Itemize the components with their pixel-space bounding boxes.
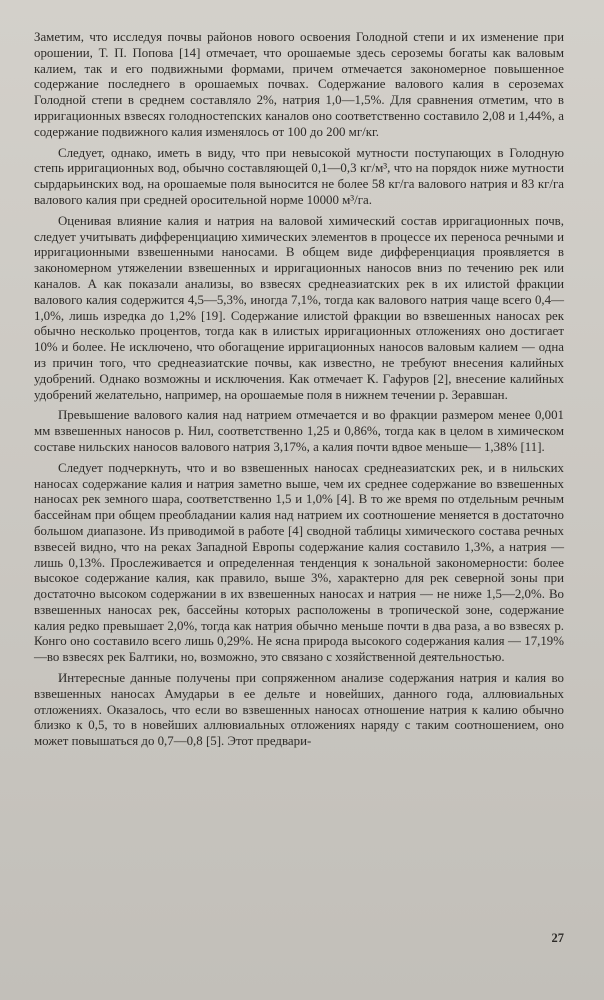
paragraph: Следует, однако, иметь в виду, что при невысокой мутности поступающих в Голодную степь ирригационных вод, обычно составляющей 0,1—0,3 кг/м³, что на порядок ниже мутности сырдарьинских вод, на орошаемые поля выносится не более 58 кг/га валового натрия и 83 кг/га валового калия при средней оросительной норме 10000 м³/га. [34,145,564,207]
paragraph: Превышение валового калия над натрием отмечается и во фракции размером менее 0,001 мм взвешенных наносов р. Нил, соответственно 1,25 и 0,86%, тогда как в целом в химическом составе нильских наносов валового натрия 3,17%, а калия почти вдвое меньше— 1,38% [11]. [34,408,564,454]
paragraph: Оценивая влияние калия и натрия на валовой химический состав ирригационных почв, следует учитывать дифференциацию химических элементов в процессе их переноса речными и ирригационными взвешенными наносами. В общем виде дифференциация проявляется в закономерном утяжелении взвешенных и ирригационных наносов вниз по течению рек или каналов. А как показали анализы, во взвесях среднеазиатских рек в их илистой фракции валового калия содержится 4,5—5,3%, иногда 7,1%, тогда как валового натрия чаще всего 0,4—1,0%, лишь изредка до 1,2% [19]. Содержание илистой фракции во взвешенных наносах рек обычно несколько процентов, тогда как в илистых ирригационных отложениях оно достигает 10% и более. Не исключено, что обогащение ирригационных наносов валовым калием — одна из причин того, что среднеазиатские почвы, как известно, не требуют внесения калийных удобрений. Однако возможны и исключения. Как отмечает К. Гафуров [2], внесение калийных удобрений желательно, например, на орошаемые поля в нижнем течении р. Зеравшан. [34,213,564,402]
paragraph: Заметим, что исследуя почвы районов нового освоения Голодной степи и их изменение при орошении, Т. П. Попова [14] отмечает, что орошаемые здесь сероземы богаты как валовым калием, так и его подвижными формами, причем отмечается закономерное повышенное содержание последнего в орошаемых почвах. Содержание валового калия в сероземах Голодной степи в среднем составляло 2%, натрия 1,0—1,5%. Для сравнения отметим, что в ирригационных взвесях голодностепских каналов оно соответственно составило 2,08 и 1,44%, а содержание подвижного калия изменялось от 100 до 200 мг/кг. [34,30,564,139]
paragraph: Интересные данные получены при сопряженном анализе содержания натрия и калия во взвешенных наносах Амударьи в ее дельте и новейших, данного года, аллювиальных отложениях. Оказалось, что если во взвешенных наносах отношение натрия к калию обычно близко к 0,5, то в новейших аллювиальных отложениях наряду с таким соотношением, оно может повышаться до 0,7—0,8 [5]. Этот предвари- [34,671,564,749]
paragraph: Следует подчеркнуть, что и во взвешенных наносах среднеазиатских рек, и в нильских наносах содержание калия и натрия заметно выше, чем их среднее содержание во взвешенных наносах рек земного шара, соответственно 1,5 и 1,0% [4]. В то же время по отдельным речным бассейнам при общем преобладании калия над натрием их соотношение меняется в достаточно большом диапазоне. Из приводимой в работе [4] сводной таблицы химического состава речных взвесей видно, что на реках Западной Европы содержание калия составило 1,3%, а натрия — лишь 0,13%. Прослеживается и определенная тенденция к зональной закономерности: более высокое содержание калия, как правило, выше 3%, характерно для рек северной зоны при достаточно высоком содержании в их взвешенных наносах и натрия — не ниже 1,5—2,0%. Во взвешенных наносах рек, бассейны которых расположены в тропической зоне, содержание калия редко превышает 2,0%, тогда как натрия обычно меньше почти в два раза, а во взвесях р. Конго оно составило всего лишь 0,29%. Не ясна природа высокого содержания калия — 17,19%—во взвесях рек Балтики, но, возможно, это связано с хозяйственной деятельностью. [34,460,564,665]
body-text [34,30,564,750]
page-number: 27 [551,931,564,945]
